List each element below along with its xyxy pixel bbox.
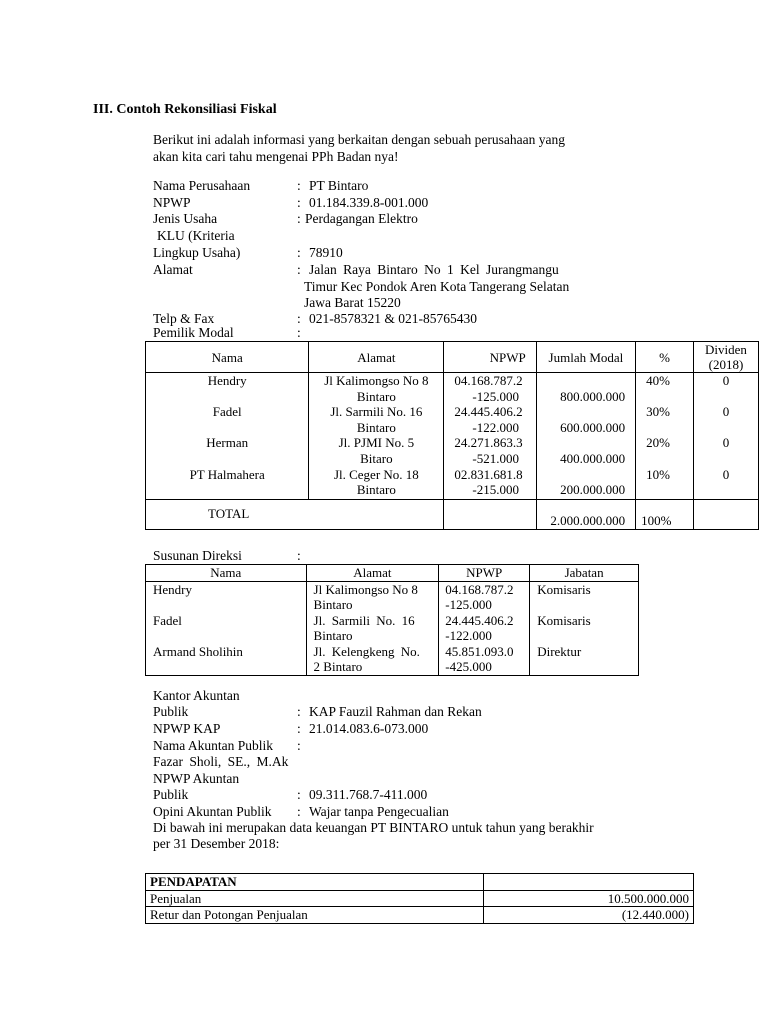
colon: : bbox=[297, 738, 301, 753]
owner-npwp-line-2: -122.000 bbox=[472, 419, 519, 435]
klu-value: 78910 bbox=[309, 245, 343, 260]
direksi-nama: Armand Sholihin bbox=[153, 643, 243, 659]
closing-line-2: per 31 Desember 2018: bbox=[153, 836, 280, 851]
owners-body-row bbox=[146, 373, 759, 500]
direksi-header-alamat: Alamat bbox=[306, 565, 439, 582]
direksi-npwp-line-1: 04.168.787.2 bbox=[445, 581, 514, 597]
direksi-jabatan: Komisaris bbox=[537, 612, 591, 628]
pendapatan-header: PENDAPATAN bbox=[146, 874, 484, 891]
direksi-nama: Hendry bbox=[153, 581, 192, 597]
direksi-alamat-line-1: Jl Kalimongso No 8 bbox=[313, 581, 418, 597]
colon: : bbox=[297, 178, 301, 193]
npwp-akuntan-label-1: NPWP Akuntan bbox=[153, 771, 240, 786]
finance-row bbox=[146, 890, 694, 907]
direksi-alamat-line-2: Bintaro bbox=[313, 628, 353, 643]
alamat-line-1: Jalan Raya Bintaro No 1 Kel Jurangmangu bbox=[309, 262, 559, 277]
owners-persen-column bbox=[636, 373, 694, 500]
finance-row-value: 10.500.000.000 bbox=[484, 890, 694, 907]
opini-value: Wajar tanpa Pengecualian bbox=[309, 804, 449, 819]
direksi-table bbox=[145, 564, 639, 676]
owner-alamat-line-1: Jl. Ceger No. 18 bbox=[333, 466, 419, 482]
nama-akuntan-value: Fazar Sholi, SE., M.Ak bbox=[153, 754, 289, 769]
npwp-kap-value: 21.014.083.6-073.000 bbox=[309, 721, 429, 736]
owners-alamat-column bbox=[309, 373, 444, 500]
direksi-npwp-line-1: 45.851.093.0 bbox=[445, 643, 514, 659]
npwp-akuntan-value: 09.311.768.7-411.000 bbox=[309, 787, 428, 802]
direksi-label: Susunan Direksi bbox=[153, 548, 242, 563]
colon: : bbox=[297, 195, 301, 210]
direksi-nama: Fadel bbox=[153, 612, 182, 628]
intro-line-1: Berikut ini adalah informasi yang berkaitan dengan sebuah perusahaan yang bbox=[153, 132, 565, 147]
npwp-value: 01.184.339.8-001.000 bbox=[309, 195, 429, 210]
owner-npwp-line-2: -125.000 bbox=[472, 388, 519, 404]
colon: : bbox=[297, 704, 301, 719]
total-persen: 100% bbox=[636, 500, 694, 530]
opini-label: Opini Akuntan Publik bbox=[153, 804, 272, 819]
owner-nama: Fadel bbox=[212, 404, 242, 420]
owner-npwp-line-2: -521.000 bbox=[472, 450, 519, 466]
nama-perusahaan-label: Nama Perusahaan bbox=[153, 178, 251, 193]
total-modal: 2.000.000.000 bbox=[536, 500, 635, 530]
direksi-alamat-line-1: Jl. Sarmili No. 16 bbox=[313, 612, 415, 628]
direksi-alamat-line-1: Jl. Kelengkeng No. bbox=[313, 643, 420, 659]
direksi-jabatan-column bbox=[530, 581, 639, 675]
kantor-akuntan-value: KAP Fauzil Rahman dan Rekan bbox=[309, 704, 482, 719]
owner-alamat-line-2: Bintaro bbox=[356, 482, 396, 498]
closing-line-1: Di bawah ini merupakan data keuangan PT BINTARO untuk tahun yang berakhir bbox=[153, 820, 594, 835]
owner-modal: 200.000.000 bbox=[560, 482, 626, 498]
pendapatan-header-row bbox=[146, 874, 694, 891]
direksi-npwp-line-2: -125.000 bbox=[445, 597, 492, 612]
owner-dividen: 0 bbox=[722, 466, 730, 482]
finance-row-label: Retur dan Potongan Penjualan bbox=[146, 907, 484, 924]
owners-table bbox=[145, 341, 759, 530]
owner-npwp-line-1: 04.168.787.2 bbox=[454, 373, 523, 388]
telp-label: Telp & Fax bbox=[153, 311, 215, 326]
direksi-npwp-column bbox=[439, 581, 530, 675]
owner-dividen: 0 bbox=[722, 435, 730, 451]
kantor-akuntan-label-1: Kantor Akuntan bbox=[153, 688, 240, 703]
direksi-alamat-column bbox=[306, 581, 439, 675]
colon: : bbox=[297, 721, 301, 736]
direksi-body-row bbox=[146, 581, 639, 675]
owner-nama: Hendry bbox=[207, 373, 247, 388]
kantor-akuntan-label-2: Publik bbox=[153, 704, 189, 719]
header-jumlah-modal: Jumlah Modal bbox=[536, 342, 635, 373]
owners-dividen-column bbox=[694, 373, 759, 500]
alamat-line-3: Jawa Barat 15220 bbox=[304, 295, 401, 310]
direksi-header-npwp: NPWP bbox=[439, 565, 530, 582]
telp-value: 021-8578321 & 021-85765430 bbox=[309, 311, 477, 326]
section-title: III. Contoh Rekonsiliasi Fiskal bbox=[93, 102, 277, 117]
pemilik-modal-label: Pemilik Modal bbox=[153, 325, 234, 340]
owner-persen: 20% bbox=[646, 435, 670, 451]
owner-alamat-line-2: Bintaro bbox=[356, 419, 396, 435]
owner-modal: 800.000.000 bbox=[560, 388, 626, 404]
owner-persen: 10% bbox=[646, 466, 670, 482]
owner-dividen: 0 bbox=[722, 373, 730, 388]
colon: : bbox=[297, 325, 301, 340]
owner-npwp-line-1: 02.831.681.8 bbox=[454, 466, 523, 482]
owners-header-row bbox=[146, 342, 759, 373]
direksi-alamat-line-2: Bintaro bbox=[313, 597, 353, 612]
owner-alamat-line-1: Jl. PJMI No. 5 bbox=[338, 435, 415, 451]
owner-npwp-line-1: 24.271.863.3 bbox=[454, 435, 523, 451]
finance-row bbox=[146, 907, 694, 924]
direksi-npwp-line-2: -425.000 bbox=[445, 659, 492, 674]
colon: : bbox=[297, 245, 301, 260]
colon: : bbox=[297, 262, 301, 277]
direksi-npwp-line-1: 24.445.406.2 bbox=[445, 612, 514, 628]
direksi-header-row bbox=[146, 565, 639, 582]
alamat-line-2: Timur Kec Pondok Aren Kota Tangerang Selatan bbox=[304, 279, 570, 294]
jenis-usaha-label: Jenis Usaha bbox=[153, 211, 218, 226]
owner-alamat-line-1: Jl Kalimongso No 8 bbox=[324, 373, 429, 388]
owner-alamat-line-2: Bintaro bbox=[356, 388, 396, 404]
npwp-label: NPWP bbox=[153, 195, 191, 210]
colon: : bbox=[297, 211, 301, 226]
nama-perusahaan-value: PT Bintaro bbox=[309, 178, 369, 193]
colon: : bbox=[297, 311, 301, 326]
owners-total-row bbox=[146, 500, 759, 530]
colon: : bbox=[297, 804, 301, 819]
finance-row-label: Penjualan bbox=[146, 890, 484, 907]
owners-npwp-column bbox=[444, 373, 536, 500]
direksi-jabatan: Komisaris bbox=[537, 581, 591, 597]
intro-line-2: akan kita cari tahu mengenai PPh Badan nya! bbox=[153, 149, 399, 164]
direksi-jabatan: Direktur bbox=[537, 643, 582, 659]
direksi-npwp-line-2: -122.000 bbox=[445, 628, 492, 643]
nama-akuntan-label: Nama Akuntan Publik bbox=[153, 738, 273, 753]
jenis-usaha-value: Perdagangan Elektro bbox=[305, 211, 418, 226]
colon: : bbox=[297, 548, 301, 563]
npwp-kap-label: NPWP KAP bbox=[153, 721, 221, 736]
direksi-nama-column bbox=[146, 581, 307, 675]
colon: : bbox=[297, 787, 301, 802]
finance-row-value: (12.440.000) bbox=[484, 907, 694, 924]
owners-nama-column bbox=[146, 373, 309, 500]
owners-modal-column bbox=[536, 373, 635, 500]
owner-persen: 30% bbox=[646, 404, 670, 420]
header-alamat: Alamat bbox=[309, 342, 444, 373]
klu-label-1: KLU (Kriteria bbox=[157, 228, 235, 243]
npwp-akuntan-label-2: Publik bbox=[153, 787, 189, 802]
owner-npwp-line-1: 24.445.406.2 bbox=[454, 404, 523, 420]
owner-persen: 40% bbox=[646, 373, 670, 388]
header-dividen-line-1: Dividen bbox=[705, 342, 747, 357]
direksi-alamat-line-2: 2 Bintaro bbox=[313, 659, 363, 674]
owner-alamat-line-1: Jl. Sarmili No. 16 bbox=[330, 404, 423, 420]
header-nama: Nama bbox=[146, 342, 309, 373]
header-persen: % bbox=[636, 342, 694, 373]
total-label: TOTAL bbox=[146, 500, 444, 530]
owner-nama: PT Halmahera bbox=[189, 466, 265, 482]
owner-nama: Herman bbox=[206, 435, 249, 451]
alamat-label: Alamat bbox=[153, 262, 193, 277]
header-dividen-line-2: (2018) bbox=[708, 357, 744, 372]
owner-modal: 400.000.000 bbox=[560, 450, 626, 466]
owner-dividen: 0 bbox=[722, 404, 730, 420]
owner-modal: 600.000.000 bbox=[560, 419, 626, 435]
klu-label-2: Lingkup Usaha) bbox=[153, 245, 241, 260]
header-dividen bbox=[694, 342, 759, 373]
owner-alamat-line-2: Bitaro bbox=[360, 450, 393, 466]
direksi-header-jabatan: Jabatan bbox=[530, 565, 639, 582]
direksi-header-nama: Nama bbox=[146, 565, 307, 582]
owner-npwp-line-2: -215.000 bbox=[472, 482, 519, 498]
pendapatan-table bbox=[145, 873, 694, 924]
header-npwp: NPWP bbox=[444, 342, 536, 373]
